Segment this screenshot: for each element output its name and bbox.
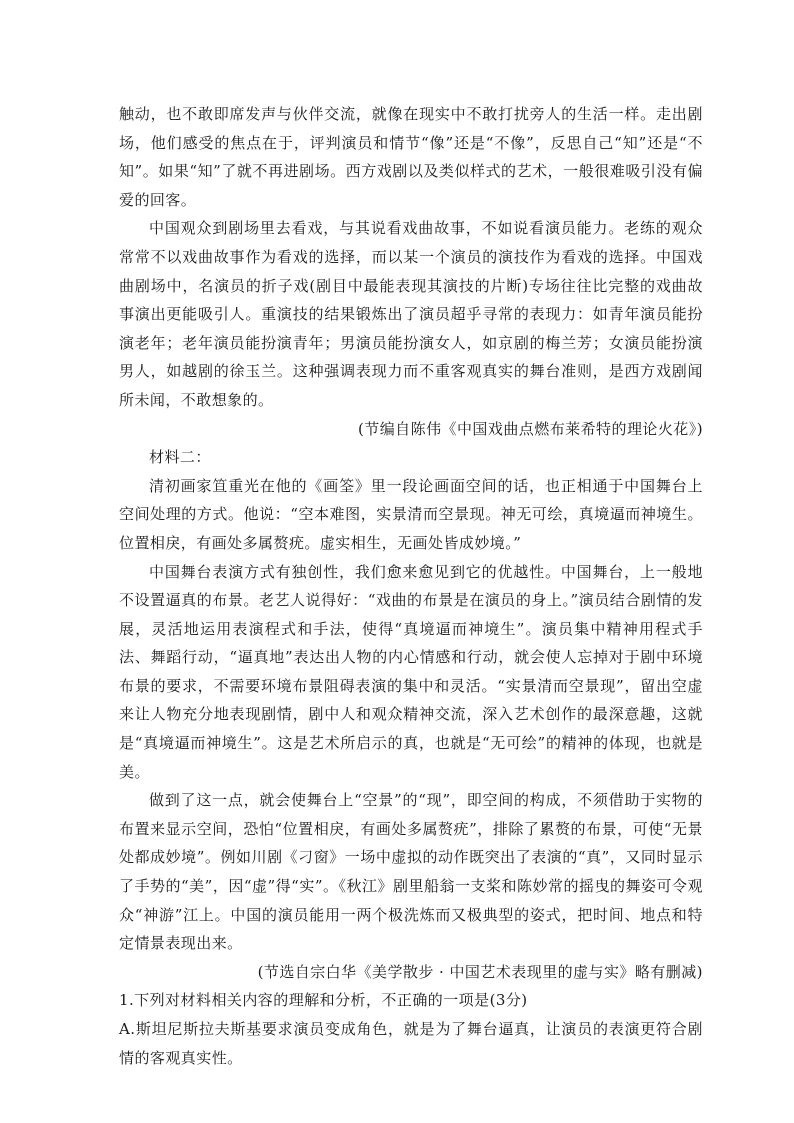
paragraph-4: 中国舞台表演方式有独创性，我们愈来愈见到它的优越性。中国舞台，上一般地不设置逼真的布景。老艺人说得好：“戏曲的布景是在演员的身上。”演员结合剧情的发展，灵活地运用表演程式和手法，使得“真境逼而神境生”。演员集中精神用程式手法、舞蹈行动，“逼真地”表达出人物的内心情感和行动，就会使人忘掉对于剧中环境布景的要求，不需要环境布景阻碍表演的集中和灵活。“实景清而空景现”，留出空虚来让人物充分地表现剧情，剧中人和观众精神交流，深入艺术创作的最深意趣，这就是“真境逼而神境生”。这是艺术所启示的真，也就是“无可绘”的精神的体现，也就是美。 bbox=[119, 562, 703, 781]
source-citation-1: (节编自陈伟《中国戏曲点燃布莱希特的理论火花》) bbox=[357, 419, 703, 438]
material-two-heading: 材料二： bbox=[149, 448, 211, 467]
paragraph-2: 中国观众到剧场里去看戏，与其说看戏曲故事，不如说看演员能力。老练的观众常常不以戏曲故事作为看戏的选择，而以某一个演员的演技作为看戏的选择。中国戏曲剧场中，名演员的折子戏(剧目中最能表现其演技的片断)专场往往比完整的戏曲故事演出更能吸引人。重演技的结果锻炼出了演员超乎寻常的表现力：如青年演员能扮演老年；老年演员能扮演青年；男演员能扮演女人，如京剧的梅兰芳；女演员能扮演男人，如越剧的徐玉兰。这种强调表现力而不重客观真实的舞台准则，是西方戏剧闻所未闻，不敢想象的。 bbox=[119, 219, 703, 409]
paragraph-5: 做到了这一点，就会使舞台上“空景”的“现”，即空间的构成，不须借助于实物的布置来显示空间，恐怕“位置相戾，有画处多属赘疣”，排除了累赘的布景，可使“无景处都成妙境”。例如川剧《刁窗》一场中虚拟的动作既突出了表演的“真”，又同时显示了手势的“美”，因“虚”得“实”。《秋江》剧里船翁一支桨和陈妙常的摇曳的舞姿可令观众“神游”江上。中国的演员能用一两个极洗炼而又极典型的姿式，把时间、地点和特定情景表现出来。 bbox=[119, 791, 703, 953]
paragraph-3: 清初画家笪重光在他的《画筌》里一段论画面空间的话，也正相通于中国舞台上空间处理的方式。他说：“空本难图，实景清而空景现。神无可绘，真境逼而神境生。位置相戾，有画处多属赘疣。虚实相生，无画处皆成妙境。” bbox=[119, 476, 703, 552]
document-body bbox=[119, 100, 703, 1072]
source-citation-2: (节选自宗白华《美学散步 · 中国艺术表现里的虚与实》略有删减) bbox=[257, 962, 703, 981]
question-option-a: A.斯坦尼斯拉夫斯基要求演员变成角色，就是为了舞台逼真，让演员的表演更符合剧情的客观真实性。 bbox=[119, 1020, 703, 1067]
question-stem: 1.下列对材料相关内容的理解和分析，不正确的一项是(3分) bbox=[119, 991, 528, 1010]
paragraph-1: 触动，也不敢即席发声与伙伴交流，就像在现实中不敢打扰旁人的生活一样。走出剧场，他们感受的焦点在于，评判演员和情节“像”还是“不像”，反思自己“知”还是“不知”。如果“知”了就不再进剧场。西方戏剧以及类似样式的艺术，一般很难吸引没有偏爱的回客。 bbox=[119, 105, 703, 209]
